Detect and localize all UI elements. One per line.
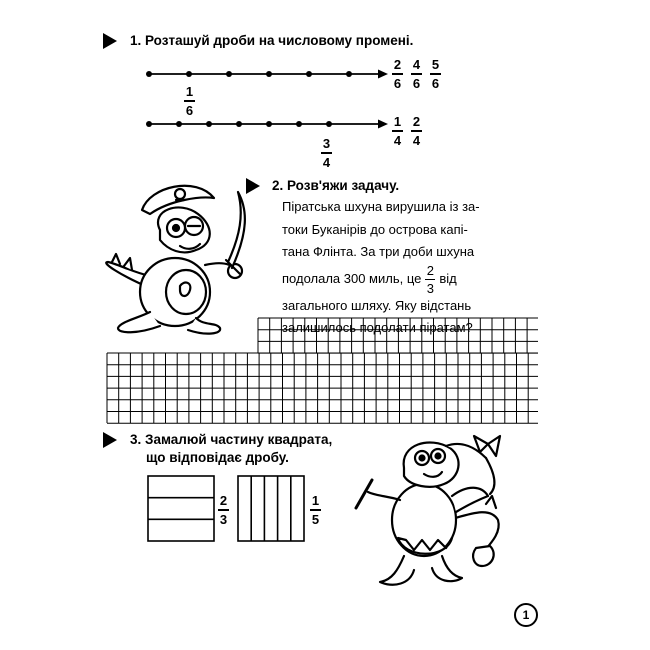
story-line: Піратська шхуна вирушила із за- bbox=[282, 199, 480, 214]
dancing-dinosaur-illustration bbox=[356, 436, 500, 585]
pirate-dinosaur-illustration bbox=[106, 186, 245, 334]
page-number: 1 bbox=[514, 603, 538, 627]
number-line-1 bbox=[146, 70, 388, 79]
story-line-with-fraction: подолала 300 миль, це $\frac{2}{3}$ від bbox=[282, 262, 457, 296]
square-fifths[interactable] bbox=[238, 476, 304, 541]
story-line: загального шляху. Яку відстань bbox=[282, 297, 472, 313]
story-line: тана Флінта. За три доби шхуна bbox=[282, 244, 475, 259]
line1-fraction: 4 6 bbox=[412, 57, 421, 91]
story-fraction: $\frac{2}{3}$ bbox=[426, 262, 434, 296]
task2-heading: 2. Розв'яжи задачу. bbox=[272, 178, 400, 193]
task2-story bbox=[282, 196, 518, 340]
line2-marker-fraction: 3 4 bbox=[322, 136, 331, 170]
arrow-head-icon bbox=[378, 120, 388, 129]
square-thirds[interactable] bbox=[148, 476, 214, 541]
line1-fraction: 5 6 bbox=[431, 57, 440, 91]
number-line-2 bbox=[146, 120, 388, 129]
line2-fraction: 1 4 bbox=[393, 114, 402, 148]
arrow-head-icon bbox=[378, 70, 388, 79]
task3-arrow-icon bbox=[103, 432, 117, 448]
line2-fraction: 2 4 bbox=[412, 114, 421, 148]
task2-arrow-icon bbox=[246, 178, 260, 194]
line1-marker-fraction: 1 6 bbox=[185, 84, 194, 118]
task1-heading: 1. Розташуй дроби на числовому промені. bbox=[130, 33, 414, 48]
square1-fraction: 2 3 bbox=[219, 493, 228, 527]
square2-fraction: 1 5 bbox=[311, 493, 320, 527]
task3-heading-line1: 3. Замалюй частину квадрата, bbox=[130, 432, 333, 447]
line1-fraction: 2 6 bbox=[393, 57, 402, 91]
story-line: токи Буканірів до острова капі- bbox=[282, 221, 468, 237]
task3-heading-line2: що відповідає дробу. bbox=[146, 450, 289, 465]
story-line: залишилось подолати піратам? bbox=[282, 320, 473, 336]
